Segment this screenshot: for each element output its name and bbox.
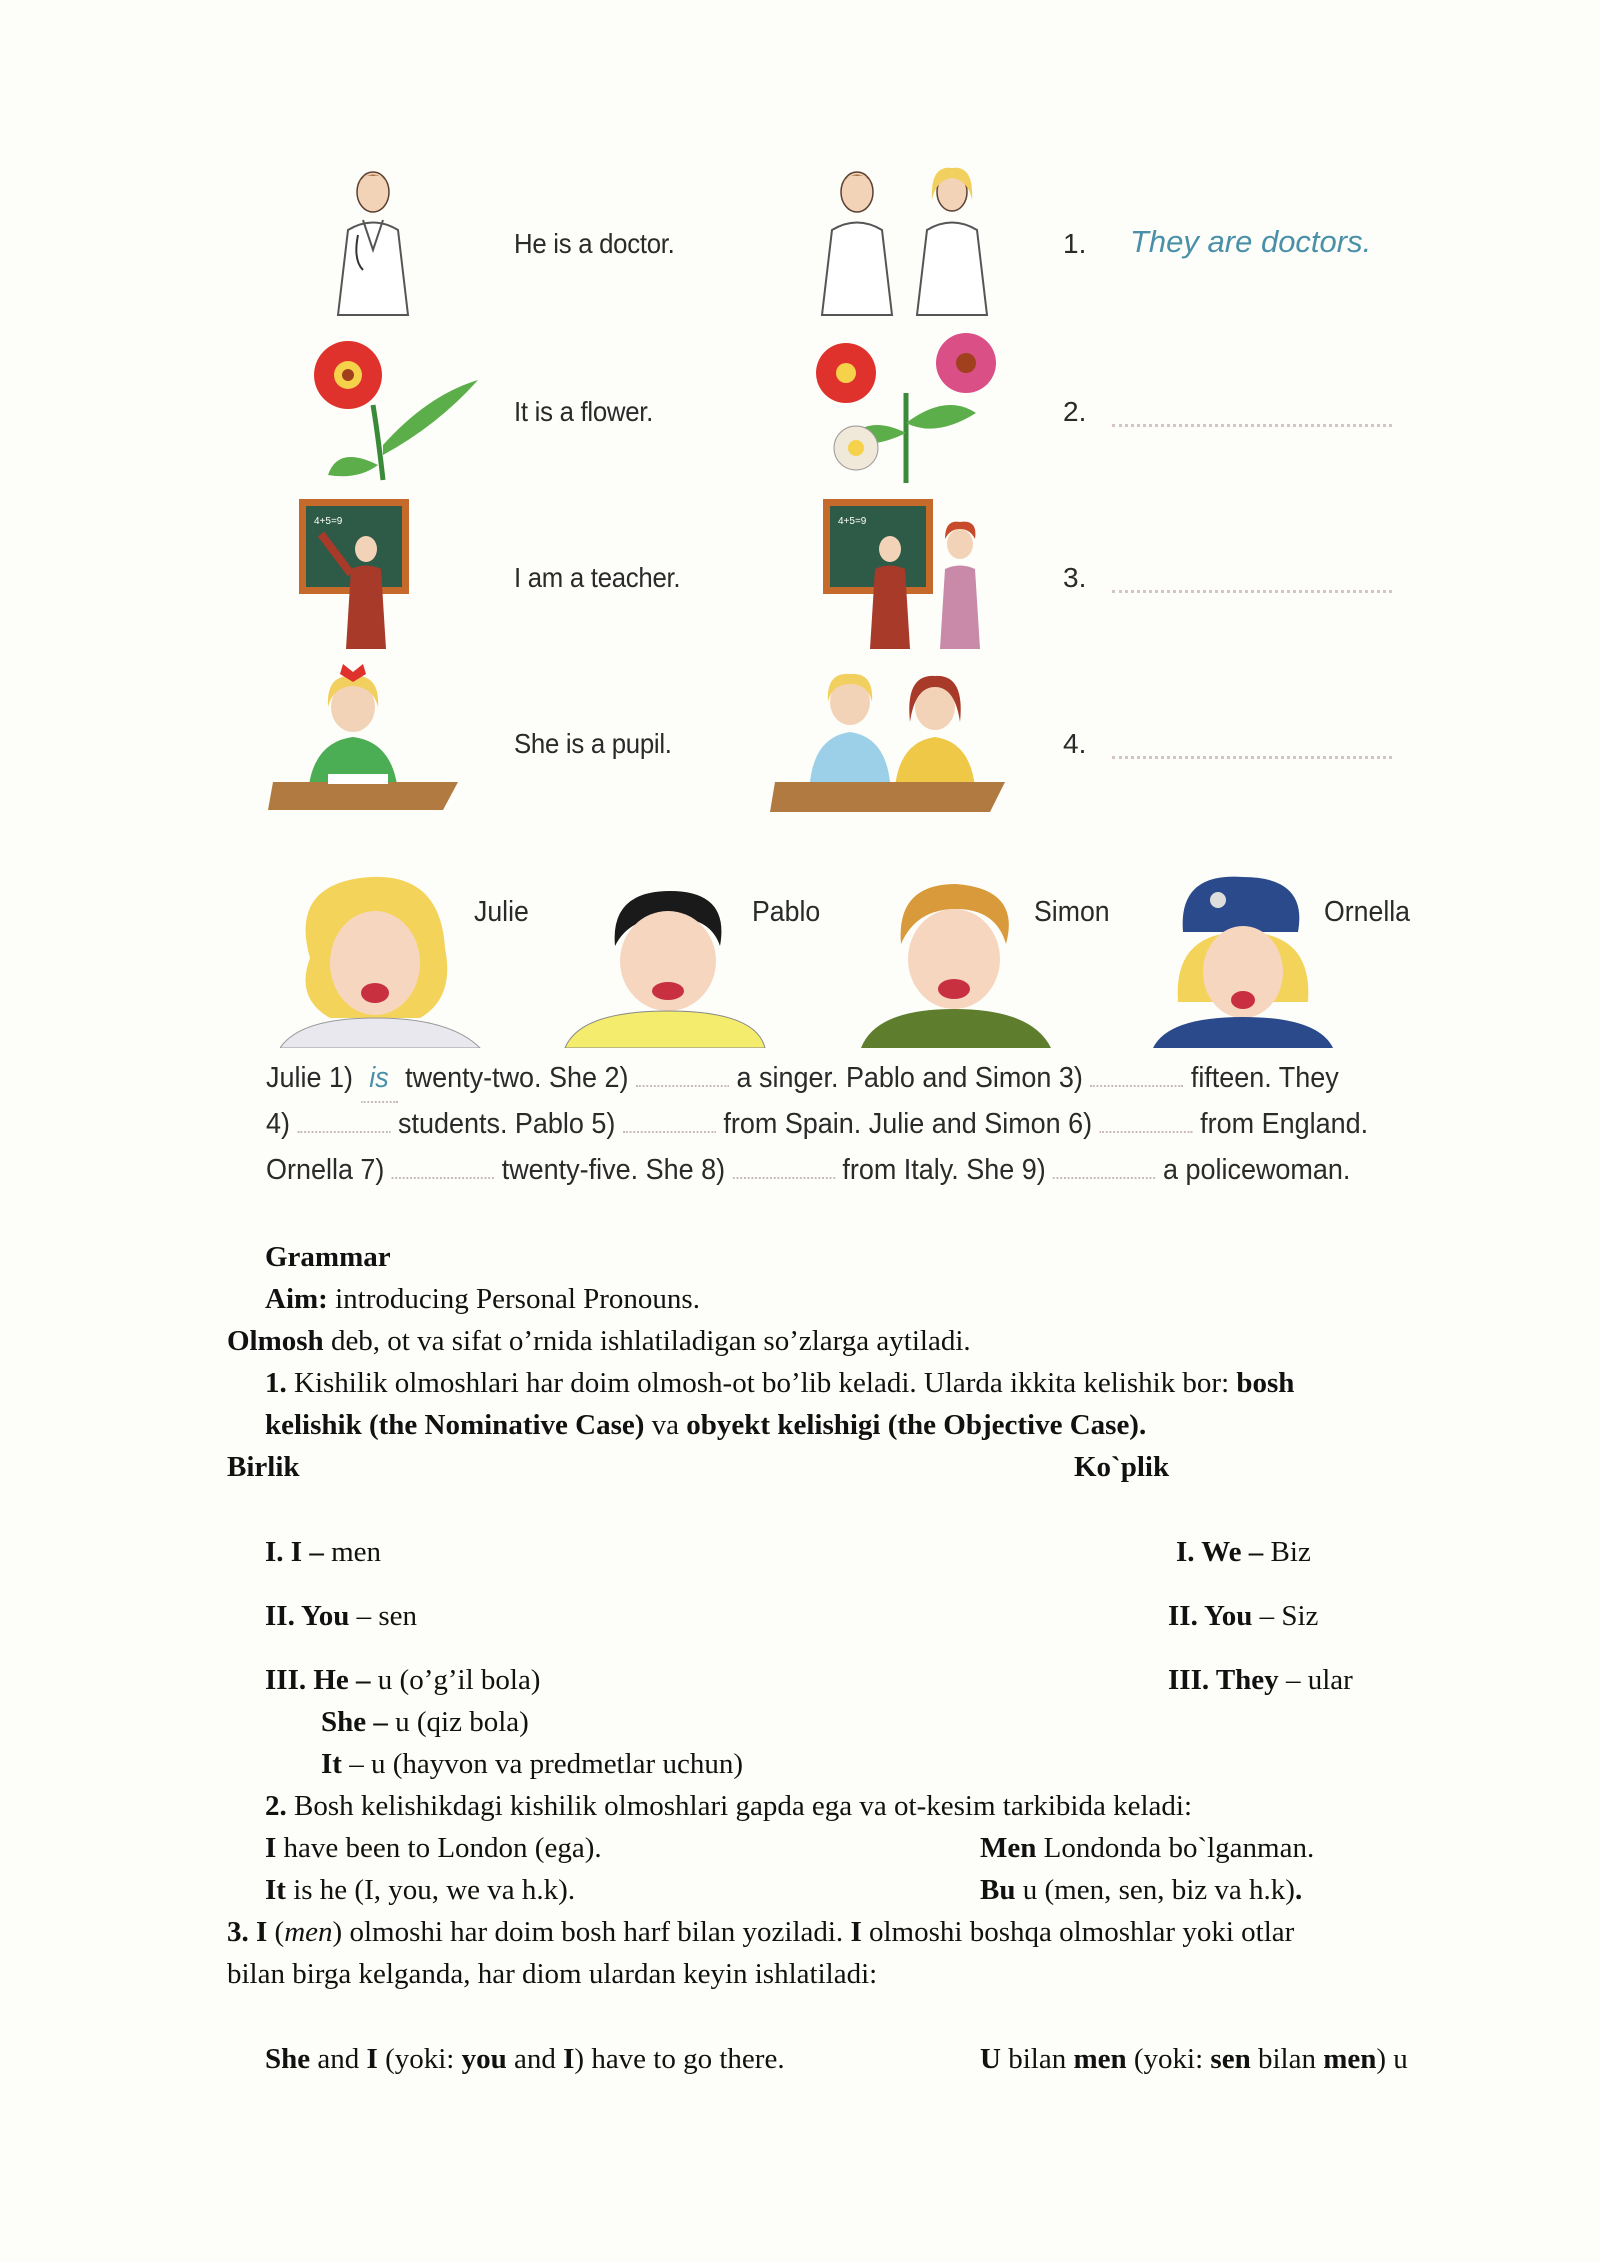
pronoun-singular-3-he: III. He – u (o’g’il bola) bbox=[265, 1664, 541, 1696]
fill-line-1-part-c: a singer. Pablo and Simon 3) bbox=[736, 1062, 1083, 1094]
example-2: It is he (I, you, we va h.k). bbox=[265, 1874, 576, 1906]
example-2-translation: Bu u (men, sen, biz va h.k). bbox=[980, 1874, 1303, 1906]
svg-text:4+5=9: 4+5=9 bbox=[838, 516, 867, 527]
pronoun-singular-3-she: She – u (qiz bola) bbox=[321, 1706, 529, 1738]
fill-blank-2 bbox=[636, 1079, 729, 1087]
simon-portrait bbox=[856, 874, 1056, 1048]
fill-line-3-part-b: twenty-five. She 8) bbox=[501, 1154, 726, 1186]
answer-1: They are doctors. bbox=[1130, 224, 1372, 259]
answer-number-4: 4. bbox=[1063, 728, 1087, 759]
answer-number-2: 2. bbox=[1063, 396, 1087, 427]
fill-line-2-part-d: from England. bbox=[1200, 1108, 1369, 1140]
paragraph-1-line-2: kelishik (the Nominative Case) va obyekt kelishigi (the Objective Case). bbox=[265, 1409, 1147, 1441]
fill-line-1-part-b: twenty-two. She 2) bbox=[405, 1062, 629, 1094]
fill-blank-3 bbox=[1090, 1079, 1183, 1087]
sentence-1: He is a doctor. bbox=[514, 228, 675, 259]
svg-text:4+5=9: 4+5=9 bbox=[314, 516, 343, 527]
aim-line bbox=[265, 1278, 700, 1320]
paragraph-3-line-1: 3. I (men) olmoshi har doim bosh harf bilan yoziladi. I olmoshi boshqa olmoshlar yoki otlar bbox=[227, 1916, 1295, 1948]
fill-blank-9 bbox=[1053, 1171, 1155, 1179]
person-name-julie: Julie bbox=[474, 896, 529, 928]
fill-line-2-part-c: from Spain. Julie and Simon 6) bbox=[723, 1108, 1093, 1140]
pablo-portrait bbox=[560, 876, 770, 1048]
pronoun-singular-1: I. I – men bbox=[265, 1536, 382, 1568]
fill-blank-7 bbox=[392, 1171, 494, 1179]
sentence-3: I am a teacher. bbox=[514, 562, 681, 593]
fill-line-2-part-a: 4) bbox=[266, 1108, 290, 1140]
answer-blank-4 bbox=[1112, 752, 1392, 759]
fill-blank-4 bbox=[297, 1125, 390, 1133]
julie-portrait bbox=[280, 868, 490, 1048]
teacher-illustration bbox=[296, 494, 414, 649]
paragraph-1-line-1: 1. Kishilik olmoshlari har doim olmosh-ot bo’lib keladi. Ularda ikkita kelishik bor: bosh bbox=[265, 1367, 1295, 1399]
pronoun-singular-2: II. You – sen bbox=[265, 1600, 418, 1632]
singular-heading: Birlik bbox=[227, 1451, 300, 1483]
two-pupils-illustration bbox=[770, 662, 1010, 812]
answer-number-3: 3. bbox=[1063, 562, 1087, 593]
fill-line-1 bbox=[266, 1055, 1339, 1103]
fill-line-1-part-d: fifteen. They bbox=[1190, 1062, 1339, 1094]
pupil-illustration bbox=[268, 662, 468, 810]
aim-label: Aim: bbox=[265, 1283, 328, 1315]
aim-text: introducing Personal Pronouns. bbox=[327, 1283, 700, 1315]
ornella-portrait bbox=[1148, 872, 1338, 1048]
fill-line-3-part-a: Ornella 7) bbox=[266, 1154, 385, 1186]
sentence-4: She is a pupil. bbox=[514, 728, 672, 759]
paragraph-3-line-2: bilan birga kelganda, har diom ulardan keyin ishlatiladi: bbox=[227, 1958, 878, 1990]
fill-line-3-part-c: from Italy. She 9) bbox=[842, 1154, 1046, 1186]
person-name-ornella: Ornella bbox=[1324, 896, 1411, 928]
flower-illustration bbox=[298, 335, 483, 485]
pronoun-plural-2: II. You – Siz bbox=[1168, 1600, 1319, 1632]
fill-line-1-part-a: Julie 1) bbox=[266, 1062, 353, 1094]
example-1: I have been to London (ega). bbox=[265, 1832, 602, 1864]
fill-answer-1: is bbox=[360, 1055, 397, 1103]
answer-blank-2 bbox=[1112, 420, 1392, 427]
plural-heading: Ko`plik bbox=[1074, 1451, 1170, 1483]
definition-text: deb, ot va sifat o’rnida ishlatiladigan so’zlarga aytiladi. bbox=[323, 1325, 971, 1357]
fill-blank-6 bbox=[1100, 1125, 1193, 1133]
definition-term: Olmosh bbox=[227, 1325, 324, 1357]
definition-line bbox=[227, 1320, 971, 1362]
fill-line-3-part-d: a policewoman. bbox=[1162, 1154, 1351, 1186]
paragraph-2: 2. Bosh kelishikdagi kishilik olmoshlari gapda ega va ot-kesim tarkibida keladi: bbox=[265, 1790, 1193, 1822]
fill-blank-5 bbox=[623, 1125, 716, 1133]
sentence-2: It is a flower. bbox=[514, 396, 654, 427]
example-3: She and I (yoki: you and I) have to go there. bbox=[265, 2043, 785, 2075]
example-1-translation: Men Londonda bo`lganman. bbox=[980, 1832, 1315, 1864]
pronoun-plural-1: I. We – Biz bbox=[1176, 1536, 1311, 1568]
teacher-and-pupil-illustration bbox=[820, 494, 1000, 649]
fill-line-2 bbox=[266, 1101, 1368, 1147]
person-name-simon: Simon bbox=[1034, 896, 1110, 928]
fill-line-2-part-b: students. Pablo 5) bbox=[397, 1108, 616, 1140]
pronoun-singular-3-it: It – u (hayvon va predmetlar uchun) bbox=[321, 1748, 743, 1780]
pronoun-plural-3: III. They – ular bbox=[1168, 1664, 1353, 1696]
flowers-illustration bbox=[806, 333, 1006, 483]
grammar-heading: Grammar bbox=[265, 1241, 391, 1273]
doctor-illustration bbox=[308, 160, 428, 320]
fill-line-3 bbox=[266, 1147, 1350, 1193]
example-3-translation: U bilan men (yoki: sen bilan men) u bbox=[980, 2043, 1408, 2075]
fill-blank-8 bbox=[733, 1171, 835, 1179]
two-doctors-illustration bbox=[792, 160, 1012, 320]
answer-number-1: 1. bbox=[1063, 228, 1087, 259]
person-name-pablo: Pablo bbox=[752, 896, 821, 928]
answer-blank-3 bbox=[1112, 586, 1392, 593]
